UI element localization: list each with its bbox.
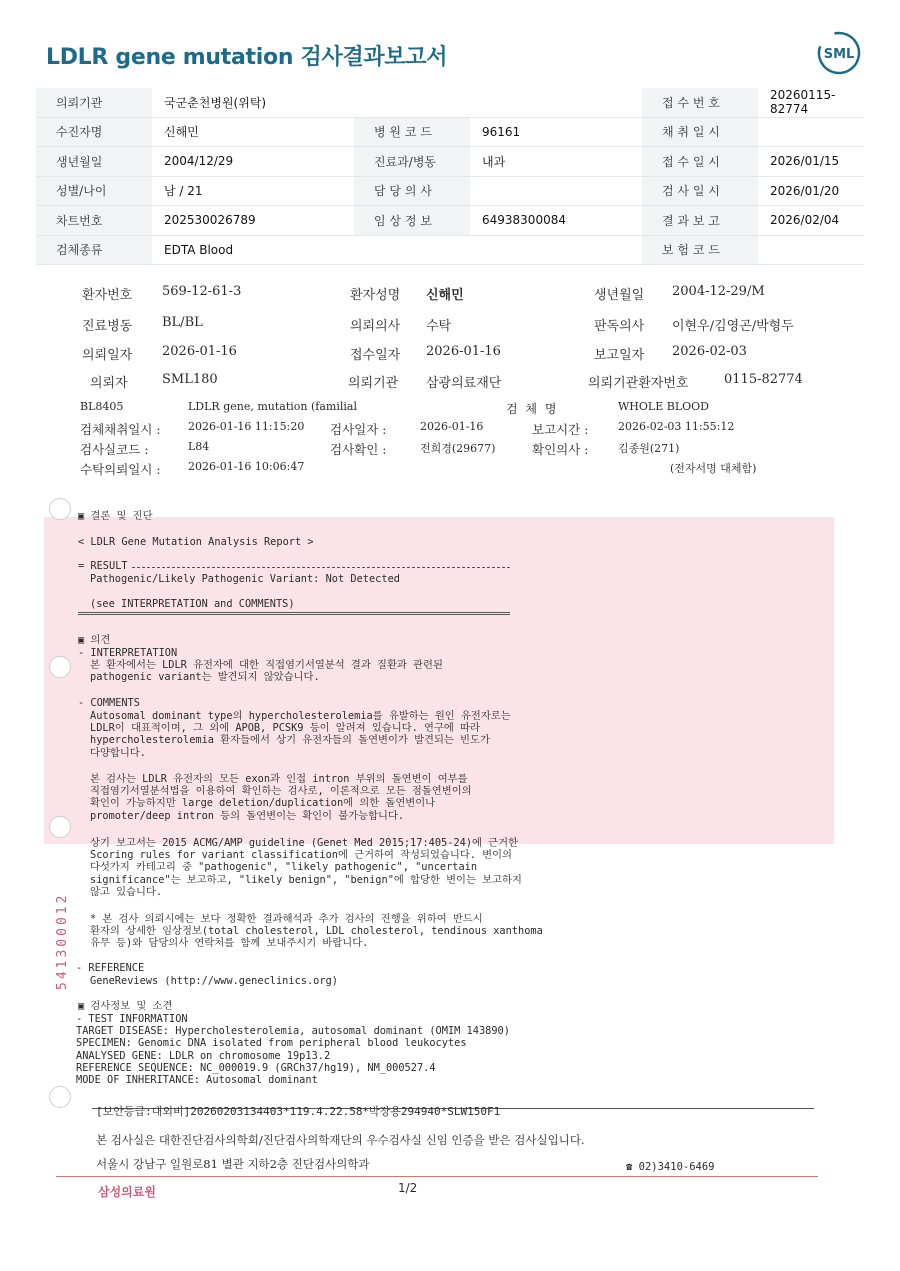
table-row (36, 176, 864, 206)
see-note: (see INTERPRETATION and COMMENTS) (90, 598, 295, 610)
label-cell: 임 상 정 보 (354, 206, 470, 236)
value-cell (758, 235, 864, 265)
table-row (36, 235, 864, 265)
divider (56, 1176, 818, 1177)
report-title: LDLR gene mutation 검사결과보고서 (46, 45, 448, 70)
security-line: [보안등급:대외비]20260203134403*119.4.22.58*박장용294940*SLW150F1 (96, 1105, 501, 1118)
phone-text: ☎ 02)3410-6469 (626, 1161, 715, 1173)
label-cell: 보 험 코 드 (642, 235, 758, 265)
punch-hole (49, 1086, 71, 1108)
punch-hole (49, 656, 71, 678)
label-cell: 수진자명 (36, 117, 152, 147)
value-cell: 202530026789 (152, 206, 354, 236)
divider (132, 567, 510, 568)
divider (78, 612, 510, 615)
reference-heading: - REFERENCE (76, 962, 145, 974)
table-row (36, 117, 864, 147)
value-cell (758, 117, 864, 147)
punch-hole (49, 498, 71, 520)
hospital-name: 삼성의료원 (98, 1185, 156, 1199)
label-cell: 접 수 번 호 (642, 88, 758, 117)
scanned-report: 환자번호 569-12-61-3 환자성명 신해민 생년월일 2004-12-29/M 진료병동 BL/BL 의뢰의사 수탁 판독의사 이현우/김영곤/박형두 의뢰일자 2026-01-16 접수일자 2026-01-16 보고일자 2026-02-03 의뢰자 SML180 의뢰기관 삼광의료재단 의뢰기관환자번호 0115-82774 BL8405 LDLR gene, mutation (familial 검 체 명 WHOLE BLOOD 검체채취일시 : 2026-01-16 11:15:20 검사일자 : 2026-01-16 보고시간 : 2026-02-03 11:55:12 검사실코드 : L84 검사확인 : 전희경(29677) 확인의사 : 김종원(271) 수탁의뢰일시 : 2026-01-16 10:06:47 (전자서명 대체함) ▣ 결론 및 진단 < LDLR Gene Mutation Analysis Report > = RESULT Pathogenic/Likely Pathogenic Variant: Not Detected (see INTERPRETATION and COMMENTS) ▣ 의견 - INTERPRETATION 본 환자에서는 LDLR 유전자에 대한 직접염기서열분석 결과 질환과 관련된 pathogenic variant는 발견되지 않았습니다. - COMMENTS Autosomal dominant type의 hypercholesterolemia를 유발하는 원인 유전자로는 LDLR이 대표적이며, 그 외에 APOB, PCSK9 등이 알려져 있습니다. 연구에 따라 hypercholesterolemia 환자들에서 상기 유전자들의 돌연변이가 발견되는 빈도가 다양합니다. 본 검사는 LDLR 유전자의 모든 exon과 인접 intron 부위의 돌연변이 여부를 직접염기서열분석법을 이용하여 확인하는 검사로, 이론적으로 모든 점돌연변이의 확인이 가능하지만 large deletion/duplication에 의한 돌연변이나 promoter/deep intron 등의 돌연변이는 확인이 불가능합니다. 상기 보고서는 2015 ACMG/AMP guideline (Genet Med 2015;17:405-24)에 근거한 Scoring rules for variant classification에 근거하여 작성되었습니다. 변이의 다섯가지 카테고리 중 "pathogenic", "likely pathogenic", "uncertain significance"는 보고하고, "likely benign", "benign"에 합당한 변이는 보고하지 않고 있습니다. * 본 검사 의뢰시에는 보다 정확한 결과해석과 추가 검사의 진행을 위하여 반드시 환자의 상세한 임상정보(total cholesterol, LDL cholesterol, tendinous xanthoma 유무 등)와 담당의사 연락처를 함께 보내주시기 바랍니다. - REFERENCE GeneReviews (http://www.geneclinics.org) ▣ 검사정보 및 소견 - TEST INFORMATION TARGET DISEASE: Hypercholesterolemia, autosomal dominant (OMIM 143890) SPECIMEN: Genomic DNA isolated from peripheral blood leukocytes ANALYSED GENE: LDLR on chromosome 19p13.2 REFERENCE SEQUENCE: NC_000019.9 (GRCh37/hg19), NM_000527.4 MODE OF INHERITANCE: Autosomal dominant 541300012 [보안등급:대외비]20260203134403*119.4.22.58*박장용294940*SLW150F1 본 검사실은 대한진단검사의학회/진단검사의학재단의 우수검사실 신임 인증을 받은 검사실입니다. 서울시 강남구 일원로81 별관 지하2층 진단검사의학과 ☎ 02)3410-6469 삼성의료원 1/2 (0, 270, 900, 1270)
section-heading: ▣ 의견 (78, 634, 111, 646)
value-cell: 2026/01/20 (758, 176, 864, 206)
label-cell: 의뢰기관 (36, 88, 152, 117)
label-cell: 진료과/병동 (354, 147, 470, 177)
comments-text: 상기 보고서는 2015 ACMG/AMP guideline (Genet Med 2015;17:405-24)에 근거한 Scoring rules for variant classification에 근거하여 작성되었습니다. 변이의 다섯가지 카테고리 중 "pathogenic", "likely pathogenic", "uncertain significance"는 보고하고, "likely benign", "benign"에 합당한 변이는 보고하지 않고 있습니다. (90, 837, 522, 898)
certification-text: 본 검사실은 대한진단검사의학회/진단검사의학재단의 우수검사실 신임 인증을 받은 검사실입니다. (96, 1133, 585, 1147)
result-label: = RESULT (78, 560, 128, 572)
patient-info-table (36, 88, 864, 265)
comments-heading: - COMMENTS (78, 697, 140, 709)
comments-text: Autosomal dominant type의 hypercholesterolemia를 유발하는 원인 유전자로는 LDLR이 대표적이며, 그 외에 APOB, PCSK9 등이 알려져 있습니다. 연구에 따라 hypercholesterolemia 환자들에서 상기 유전자들의 돌연변이가 발견되는 빈도가 다양합니다. (90, 710, 511, 759)
label-cell: 성별/나이 (36, 176, 152, 206)
result-line: Pathogenic/Likely Pathogenic Variant: Not Detected (90, 573, 400, 585)
sml-logo-icon (816, 30, 862, 76)
label-cell: 차트번호 (36, 206, 152, 236)
value-cell: 64938300084 (470, 206, 642, 236)
test-information: - TEST INFORMATION TARGET DISEASE: Hypercholesterolemia, autosomal dominant (OMIM 143890) SPECIMEN: Genomic DNA isolated from peripheral blood leukocytes ANALYSED GENE: LDLR on chromosome 19p13.2 REFERENCE SEQUENCE: NC_000019.9 (GRCh37/hg19), NM_000527.4 MODE OF INHERITANCE: Autosomal dominant (76, 1013, 510, 1087)
reference-text: GeneReviews (http://www.geneclinics.org) (90, 975, 338, 987)
value-cell: 남 / 21 (152, 176, 354, 206)
value-cell (470, 176, 642, 206)
interpretation-heading: - INTERPRETATION (78, 647, 178, 659)
address-text: 서울시 강남구 일원로81 별관 지하2층 진단검사의학과 (96, 1157, 370, 1171)
value-cell: 신해민 (152, 117, 354, 147)
label-cell: 검체종류 (36, 235, 152, 265)
table-row (36, 206, 864, 236)
label-cell: 생년월일 (36, 147, 152, 177)
punch-hole (49, 816, 71, 838)
label-cell: 채 취 일 시 (642, 117, 758, 147)
value-cell: EDTA Blood (152, 235, 642, 265)
label-cell: 병 원 코 드 (354, 117, 470, 147)
section-heading: ▣ 결론 및 진단 (78, 510, 153, 522)
value-cell: 2004/12/29 (152, 147, 354, 177)
table-row (36, 88, 864, 117)
value-cell: 96161 (470, 117, 642, 147)
value-cell: 2026/01/15 (758, 147, 864, 177)
label-cell: 담 당 의 사 (354, 176, 470, 206)
comments-text: 본 검사는 LDLR 유전자의 모든 exon과 인접 intron 부위의 돌연변이 여부를 직접염기서열분석법을 이용하여 확인하는 검사로, 이론적으로 모든 점돌연변이의 확인이 가능하지만 large deletion/duplication에 의한 돌연변이나 promoter/deep intron 등의 돌연변이는 확인이 불가능합니다. (90, 773, 472, 822)
value-cell: 20260115-82774 (758, 88, 864, 117)
table-row (36, 147, 864, 177)
section-heading: ▣ 검사정보 및 소견 (78, 1000, 173, 1012)
value-cell: 국군춘천병원(위탁) (152, 88, 642, 117)
value-cell: 2026/02/04 (758, 206, 864, 236)
comments-text: * 본 검사 의뢰시에는 보다 정확한 결과해석과 추가 검사의 진행을 위하여 반드시 환자의 상세한 임상정보(total cholesterol, LDL cholesterol, tendinous xanthoma 유무 등)와 담당의사 연락처를 함께 보내주시기 바랍니다. (90, 913, 543, 950)
value-cell: 내과 (470, 147, 642, 177)
label-cell: 검 사 일 시 (642, 176, 758, 206)
side-code: 541300012 (55, 892, 70, 990)
page-number: 1/2 (398, 1181, 418, 1195)
label-cell: 결 과 보 고 (642, 206, 758, 236)
interpretation-text: 본 환자에서는 LDLR 유전자에 대한 직접염기서열분석 결과 질환과 관련된 pathogenic variant는 발견되지 않았습니다. (90, 659, 443, 684)
label-cell: 접 수 일 시 (642, 147, 758, 177)
report-subtitle: < LDLR Gene Mutation Analysis Report > (78, 536, 314, 548)
logo-text: SML (823, 47, 855, 62)
